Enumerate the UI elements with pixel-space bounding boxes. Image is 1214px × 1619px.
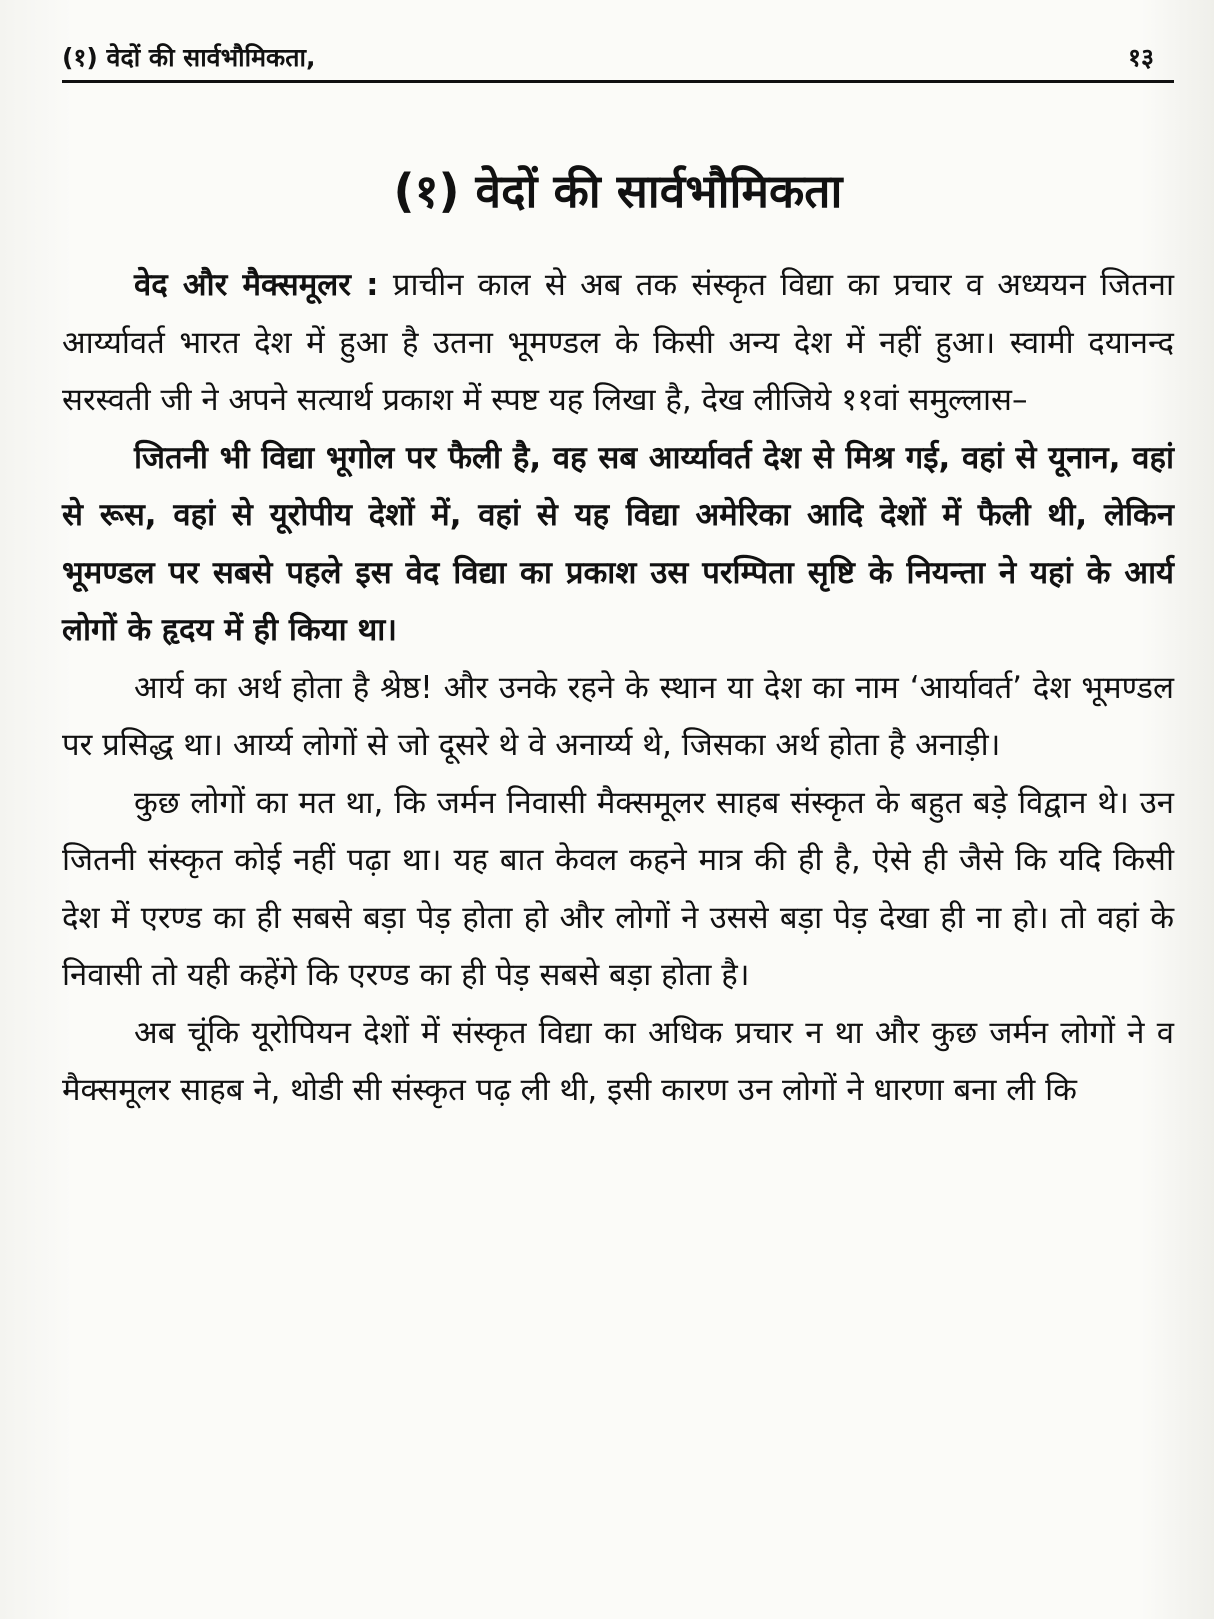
paragraph-2-quote: जितनी भी विद्या भूगोल पर फैली है, वह सब आर्य्यावर्त देश से मिश्र गई, वहां से यूनान, वहां से रूस, वहां से यूरोपीय देशों में, वहां से यह विद्या अमेरिका आदि देशों में फैली थी, लेकिन भूमण्डल पर सबसे पहले इस वेद विद्या का प्रकाश उस परम्पिता सृष्टि के नियन्ता ने यहां के आर्य लोगों के हृदय में ही किया था। bbox=[62, 439, 1174, 648]
paragraph-1 bbox=[62, 257, 1174, 430]
body-text bbox=[62, 257, 1174, 1120]
paragraph-1-text: प्राचीन काल से अब तक संस्कृत विद्या का प्रचार व अध्ययन जितना आर्य्यावर्त भारत देश में हुआ है उतना भूमण्डल के किसी अन्य देश में नहीं हुआ। स्वामी दयानन्द सरस्वती जी ने अपने सत्यार्थ प्रकाश में स्पष्ट यह लिखा है, देख लीजिये ११वां समुल्लास– bbox=[62, 267, 1174, 418]
paragraph-1-lead: वेद और मैक्समूलर : bbox=[134, 267, 379, 303]
header-divider bbox=[62, 80, 1174, 83]
chapter-title: (१) वेदों की सार्वभौमिकता bbox=[393, 164, 843, 218]
running-title: (१) वेदों की सार्वभौमिकता, bbox=[62, 43, 316, 72]
running-header bbox=[62, 40, 1174, 74]
paragraph-4: कुछ लोगों का मत था, कि जर्मन निवासी मैक्समूलर साहब संस्कृत के बहुत बड़े विद्वान थे। उन जितनी संस्कृत कोई नहीं पढ़ा था। यह बात केवल कहने मात्र की ही है, ऐसे ही जैसे कि यदि किसी देश में एरण्ड का ही सबसे बड़ा पेड़ होता हो और लोगों ने उससे बड़ा पेड़ देखा ही ना हो। तो वहां के निवासी तो यही कहेंगे कि एरण्ड का ही पेड़ सबसे बड़ा होता है। bbox=[62, 784, 1174, 993]
page-number: १३ bbox=[1127, 43, 1154, 72]
paragraph-3: आर्य का अर्थ होता है श्रेष्ठ! और उनके रहने के स्थान या देश का नाम ‘आर्यावर्त’ देश भूमण्डल पर प्रसिद्ध था। आर्य्य लोगों से जो दूसरे थे वे अनार्य्य थे, जिसका अर्थ होता है अनाड़ी। bbox=[62, 669, 1174, 763]
paragraph-5: अब चूंकि यूरोपियन देशों में संस्कृत विद्या का अधिक प्रचार न था और कुछ जर्मन लोगों ने व मैक्समूलर साहब ने, थोडी सी संस्कृत पढ़ ली थी, इसी कारण उन लोगों ने धारणा बना ली कि bbox=[62, 1014, 1174, 1108]
